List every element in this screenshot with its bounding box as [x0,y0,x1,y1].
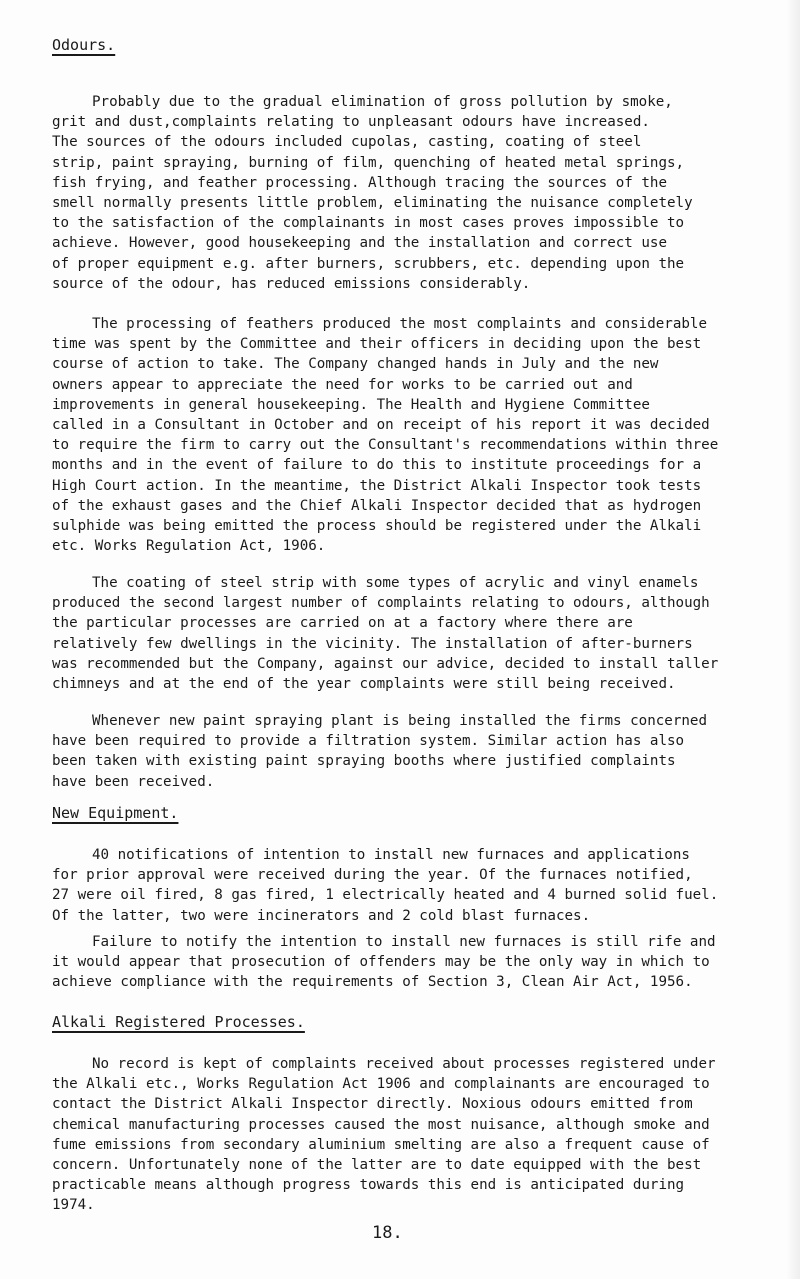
text-line: for prior approval were received during the year. Of the furnaces notified, [52,867,693,884]
paragraph-steel-strip [52,573,772,694]
paragraph-paint-spraying [52,711,772,792]
text-line: course of action to take. The Company changed hands in July and the new [52,356,659,373]
text-line: called in a Consultant in October and on receipt of his report it was decided [52,417,710,434]
text-line: owners appear to appreciate the need for works to be carried out and [52,376,633,393]
heading-alkali-registered-processes: Alkali Registered Processes. [52,1013,305,1031]
text-line: smell normally presents little problem, eliminating the nuisance completely [52,195,693,212]
text-line: chimneys and at the end of the year complaints were still being received. [52,676,676,693]
text-line: source of the odour, has reduced emissions considerably. [52,275,531,292]
text-line: Of the latter, two were incinerators and 2 cold blast furnaces. [52,907,591,924]
text-line: it would appear that prosecution of offenders may be the only way in which to [52,954,710,971]
text-line: etc. Works Regulation Act, 1906. [52,538,326,555]
text-line: grit and dust,complaints relating to unpleasant odours have increased. [52,114,650,131]
text-line: fume emissions from secondary aluminium smelting are also a frequent cause of [52,1136,710,1153]
paragraph-failure-to-notify [52,932,772,993]
text-line: contact the District Alkali Inspector directly. Noxious odours emitted from [52,1096,693,1113]
scan-edge-shadow [786,0,800,1279]
text-line: the Alkali etc., Works Regulation Act 1906 and complainants are encouraged to [52,1076,710,1093]
text-line: have been received. [52,773,215,790]
text-line: chemical manufacturing processes caused the most nuisance, although smoke and [52,1116,710,1133]
text-line: to require the firm to carry out the Consultant's recommendations within three [52,437,719,454]
text-line: of proper equipment e.g. after burners, scrubbers, etc. depending upon the [52,255,685,272]
paragraph-alkali [52,1054,772,1216]
text-line: High Court action. In the meantime, the District Alkali Inspector took tests [52,477,702,494]
text-line: the particular processes are carried on at a factory where there are [52,615,633,632]
text-line: achieve. However, good housekeeping and the installation and correct use [52,235,667,252]
text-line: The sources of the odours included cupolas, casting, coating of steel [52,134,642,151]
paragraph-odours-intro [52,92,772,294]
text-line: sulphide was being emitted the process should be registered under the Alkali [52,518,702,535]
text-line: been taken with existing paint spraying booths where justified complaints [52,753,676,770]
text-line: produced the second largest number of complaints relating to odours, although [52,595,710,612]
page-number: 18. [372,1223,403,1243]
text-line: was recommended but the Company, against our advice, decided to install taller [52,655,719,672]
text-line: 1974. [52,1197,95,1214]
paragraph-feathers [52,314,772,556]
text-line: achieve compliance with the requirements of Section 3, Clean Air Act, 1956. [52,974,693,991]
heading-new-equipment: New Equipment. [52,804,179,822]
text-line: Whenever new paint spraying plant is being installed the firms concerned [92,713,707,729]
text-line: The processing of feathers produced the most complaints and considerable [92,316,707,332]
text-line: strip, paint spraying, burning of film, quenching of heated metal springs, [52,154,685,171]
text-line: to the satisfaction of the complainants in most cases proves impossible to [52,215,685,232]
text-line: time was spent by the Committee and their officers in deciding upon the best [52,336,702,353]
text-line: concern. Unfortunately none of the latter are to date equipped with the best [52,1157,702,1174]
text-line: 40 notifications of intention to install new furnaces and applications [92,847,690,863]
text-line: relatively few dwellings in the vicinity. The installation of after-burners [52,635,693,652]
text-line: fish frying, and feather processing. Although tracing the sources of the [52,174,667,191]
text-line: 27 were oil fired, 8 gas fired, 1 electrically heated and 4 burned solid fuel. [52,887,719,904]
text-line: The coating of steel strip with some types of acrylic and vinyl enamels [92,575,699,591]
text-line: improvements in general housekeeping. The Health and Hygiene Committee [52,396,650,413]
text-line: practicable means although progress towards this end is anticipated during [52,1177,685,1194]
text-line: Probably due to the gradual elimination of gross pollution by smoke, [92,94,673,110]
text-line: of the exhaust gases and the Chief Alkali Inspector decided that as hydrogen [52,497,702,514]
text-line: No record is kept of complaints received about processes registered under [92,1056,716,1072]
text-line: Failure to notify the intention to install new furnaces is still rife and [92,934,716,950]
paragraph-notifications [52,845,772,926]
text-line: have been required to provide a filtration system. Similar action has also [52,733,685,750]
text-line: months and in the event of failure to do this to institute proceedings for a [52,457,702,474]
heading-odours: Odours. [52,36,116,54]
